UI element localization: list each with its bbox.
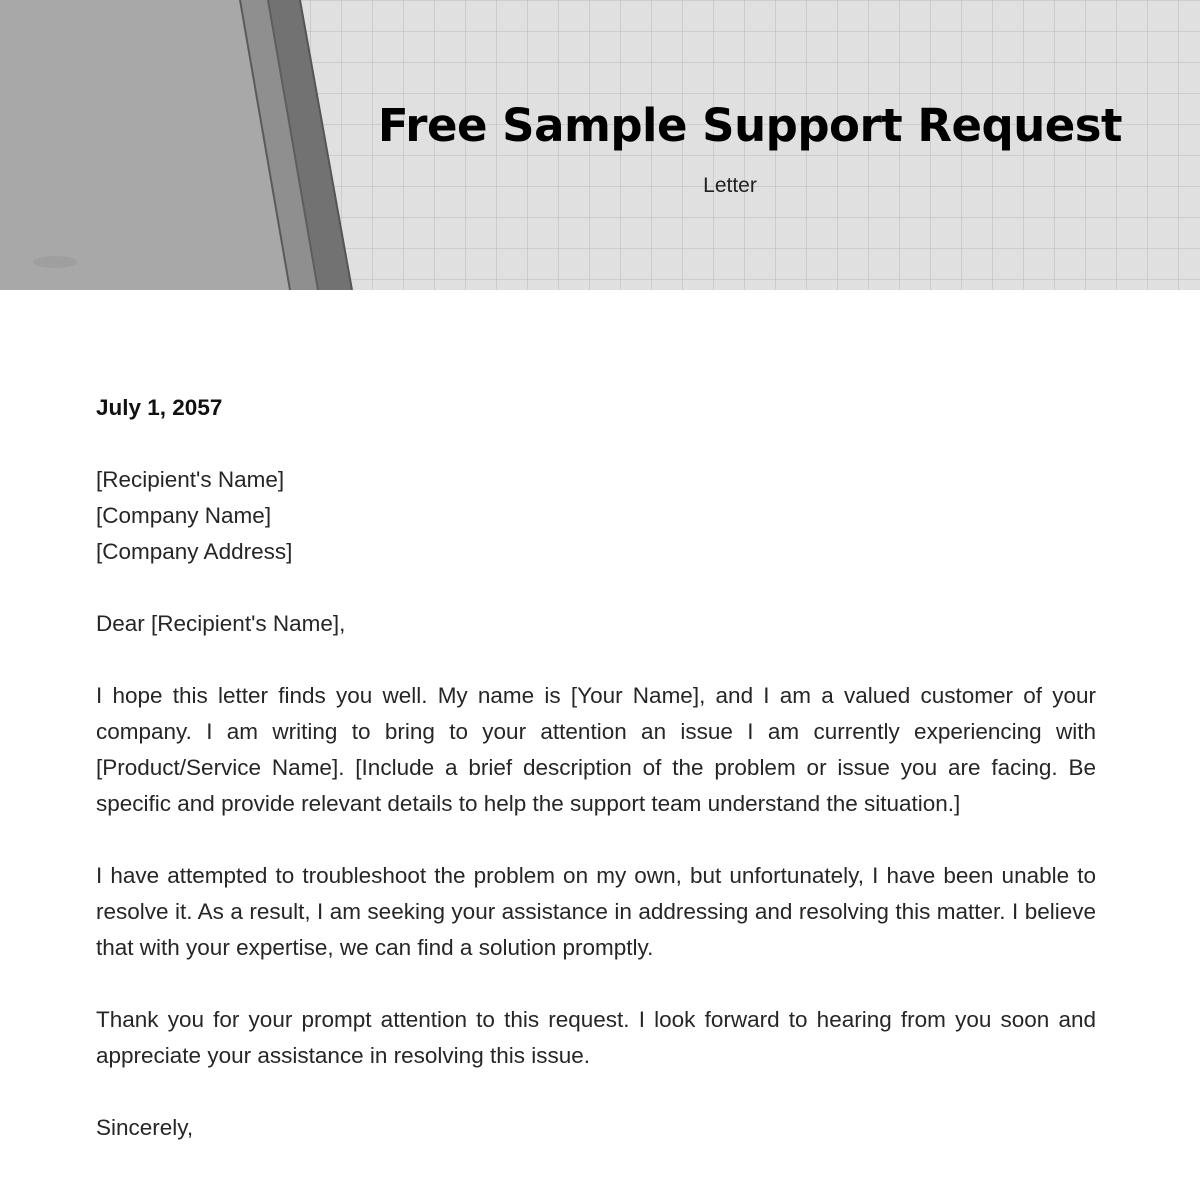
paragraph-issue: I hope this letter finds you well. My name is [Your Name], and I am a valued customer of your company. I am writing to bring to your attention an issue I am currently experiencing with [Product/Service Name]. [Include a brief description of the problem or issue you are facing. Be specific and provide relevant details to help the support team understand the situation.]	[96, 683, 1096, 816]
page-title: Free Sample Support Request	[377, 99, 1123, 152]
paragraph-thanks: Thank you for your prompt attention to this request. I look forward to hearing from you soon and appreciate your assistance in resolving this issue.	[96, 1007, 1096, 1068]
salutation: Dear [Recipient's Name],	[96, 611, 346, 636]
header-banner	[0, 0, 1200, 290]
recipient-name: [Recipient's Name]	[96, 467, 285, 492]
page-subtitle: Letter	[703, 174, 757, 197]
recipient-address-block	[96, 462, 1096, 570]
paragraph-troubleshooting: I have attempted to troubleshoot the problem on my own, but unfortunately, I have been unable to resolve it. As a result, I am seeking your assistance in addressing and resolving this matter. I believe that with your expertise, we can find a solution promptly.	[96, 863, 1096, 960]
closing: Sincerely,	[96, 1115, 194, 1140]
folder-smudge	[33, 256, 77, 268]
recipient-company: [Company Name]	[96, 503, 272, 528]
letter-date: July 1, 2057	[96, 395, 223, 420]
recipient-address: [Company Address]	[96, 539, 293, 564]
letter-body	[96, 390, 1096, 1182]
